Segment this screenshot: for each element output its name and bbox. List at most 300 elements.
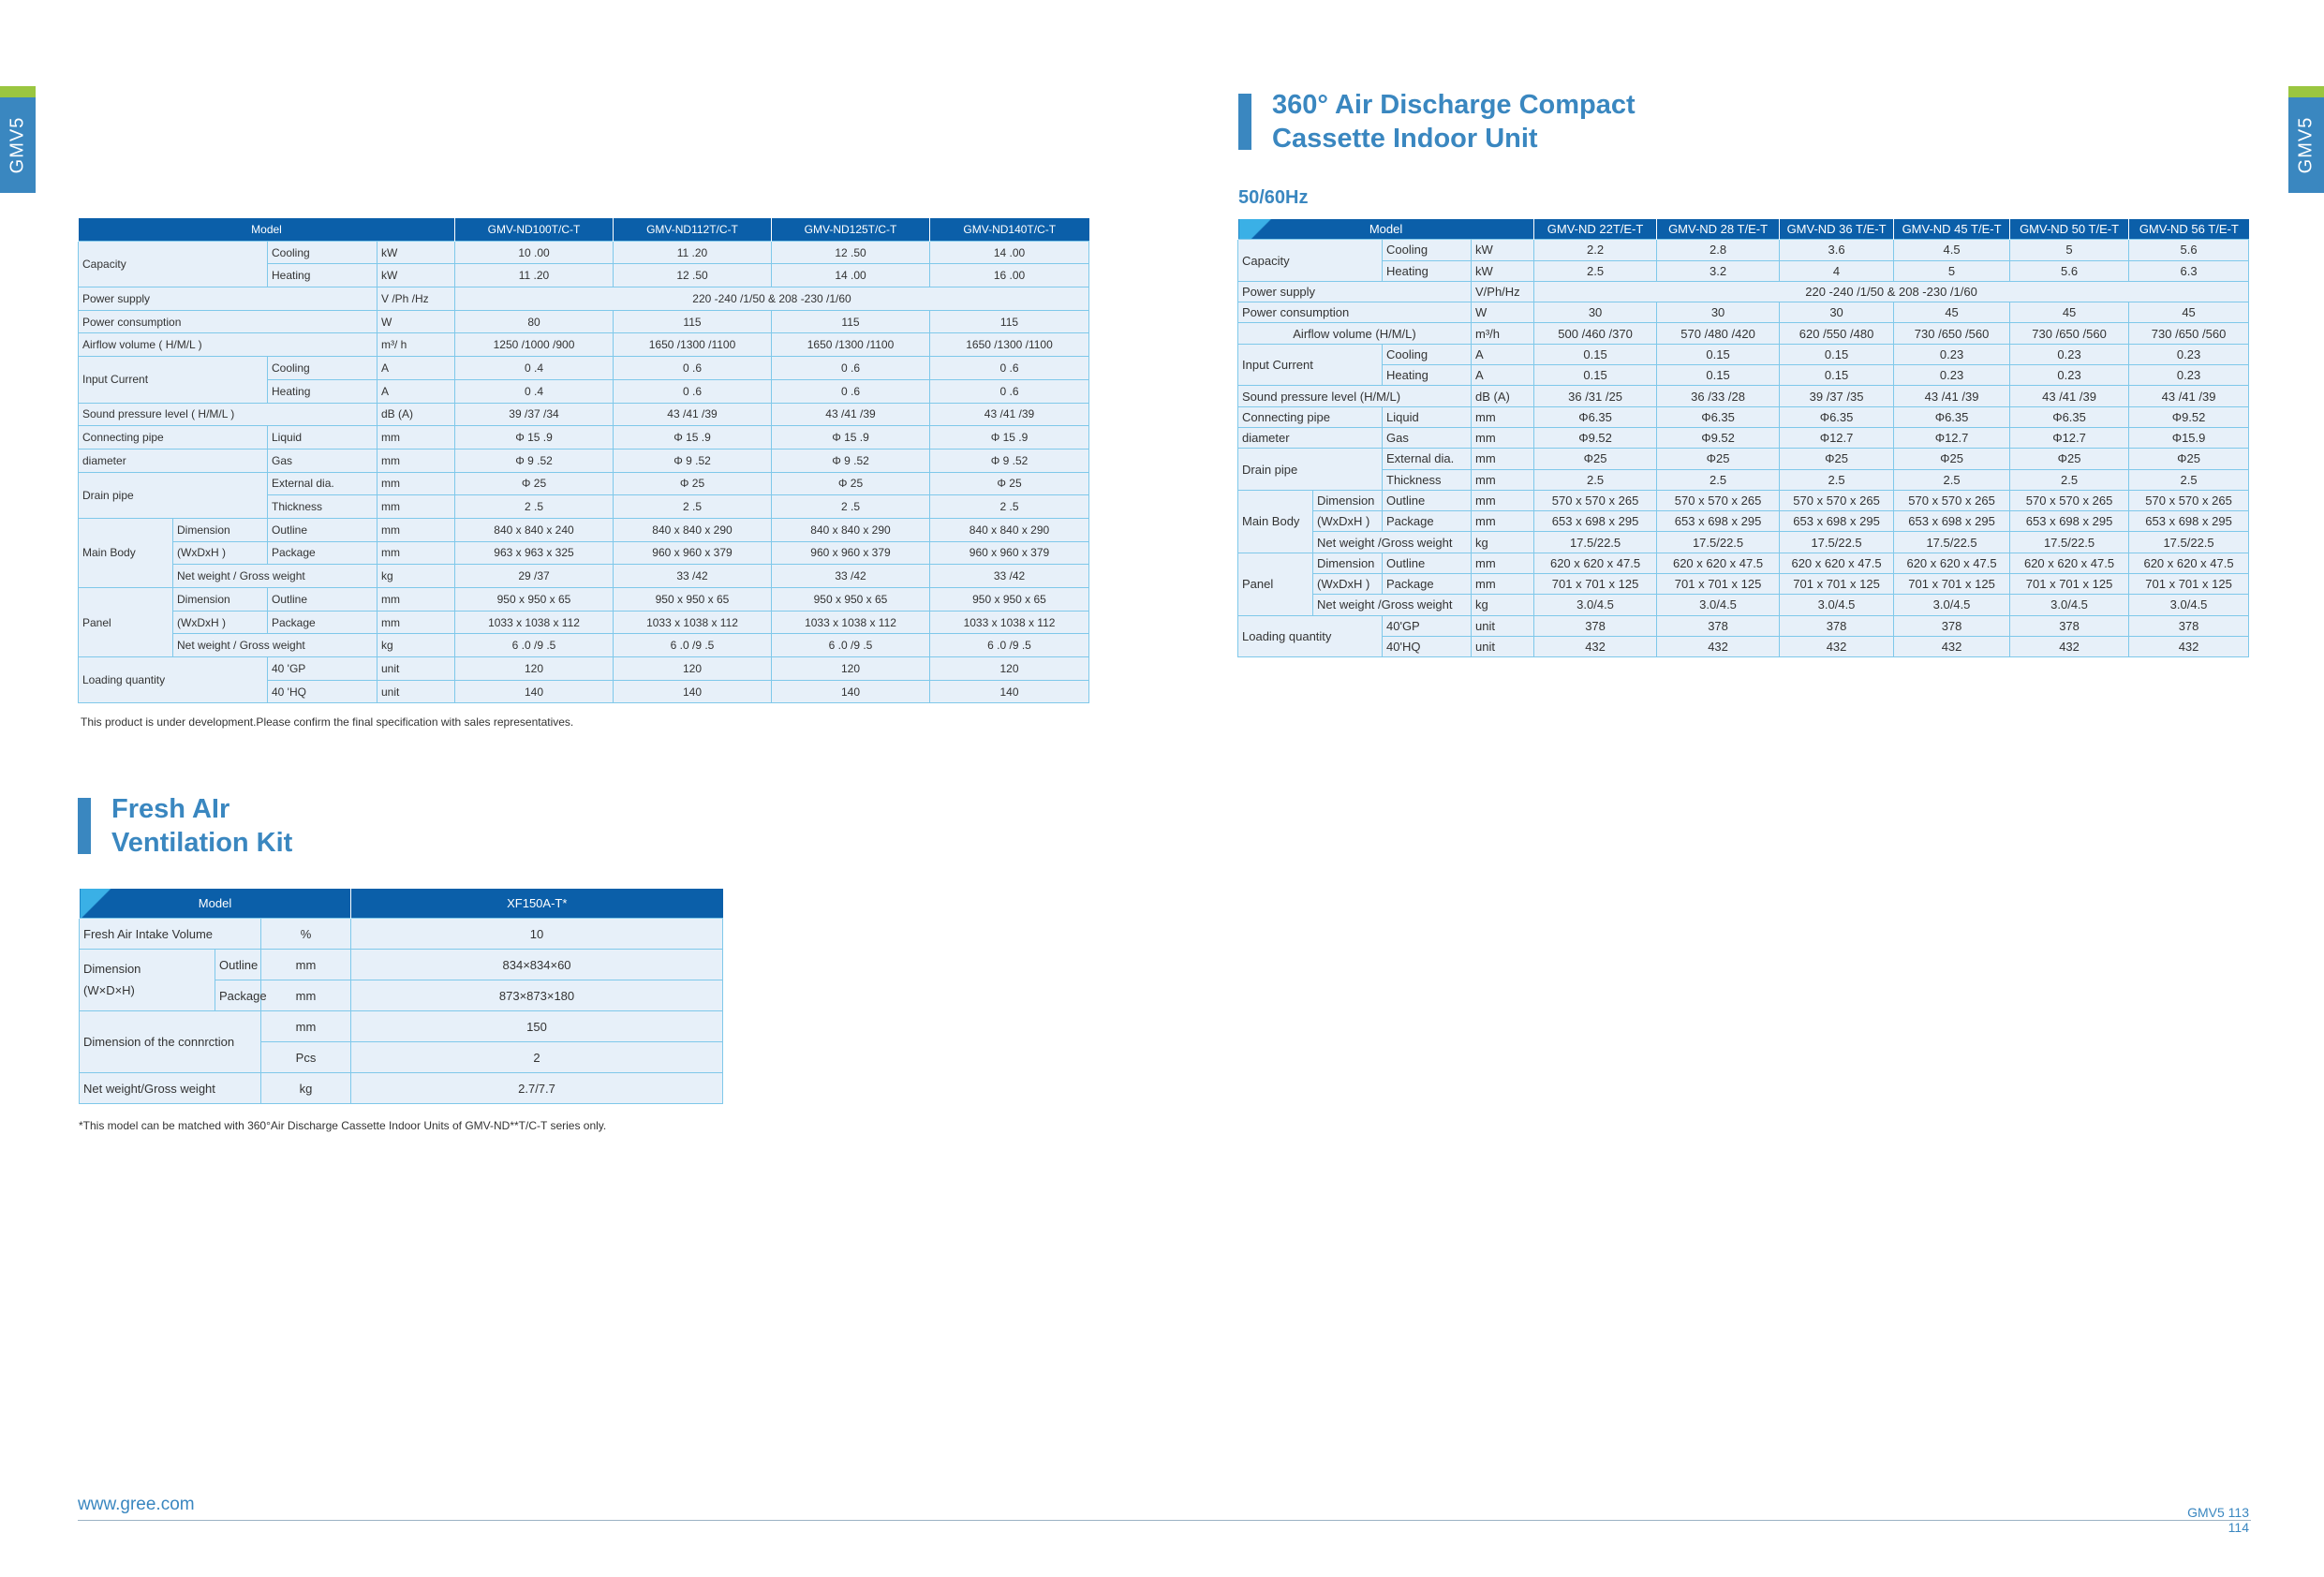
unit-cell: kg	[261, 1073, 351, 1104]
value-cell: Φ 15 .9	[772, 426, 930, 450]
value-cell: 39 /37 /35	[1780, 386, 1894, 406]
value-cell: 0.15	[1780, 344, 1894, 364]
row-label: Connecting pipe	[1238, 406, 1383, 427]
table-row	[1238, 532, 2249, 553]
sub-label: Cooling	[1383, 240, 1472, 260]
table-row	[79, 426, 1089, 450]
value-cell: 1033 x 1038 x 112	[930, 611, 1089, 634]
value-cell: 33 /42	[772, 565, 930, 588]
sub-label: Heating	[268, 264, 377, 287]
sub-label: Net weight / Gross weight	[173, 565, 377, 588]
value-cell: 36 /33 /28	[1657, 386, 1780, 406]
unit-cell: W	[1472, 302, 1534, 323]
unit-cell: A	[1472, 365, 1534, 386]
value-cell: 378	[2010, 615, 2129, 636]
value-cell: Φ25	[1657, 449, 1780, 469]
sub-label: Heating	[1383, 365, 1472, 386]
sub-label: Dimension	[173, 588, 268, 612]
title-line-2: Ventilation Kit	[111, 828, 293, 858]
value-cell: 39 /37 /34	[455, 403, 614, 426]
sub-label: 40'HQ	[1383, 636, 1472, 656]
unit-cell: mm	[261, 950, 351, 980]
value-cell: 5.6	[2010, 260, 2129, 281]
table-row	[79, 333, 1089, 357]
row-label: Dimension of the connrction	[80, 1011, 261, 1073]
value-cell: Φ15.9	[2129, 427, 2249, 448]
value-cell: 960 x 960 x 379	[772, 541, 930, 565]
row-label: Airflow volume (H/M/L)	[1238, 323, 1472, 344]
table-row	[1238, 240, 2249, 260]
value-cell: 43 /41 /39	[930, 403, 1089, 426]
value-cell: Φ 15 .9	[930, 426, 1089, 450]
table-row	[79, 541, 1089, 565]
row-label: Sound pressure level ( H/M/L )	[79, 403, 377, 426]
value-cell: 701 x 701 x 125	[2129, 574, 2249, 595]
row-label: Power supply	[1238, 281, 1472, 302]
title-line-2: Cassette Indoor Unit	[1272, 124, 1538, 154]
value-cell: 14 .00	[772, 264, 930, 287]
side-tab-accent	[0, 86, 36, 97]
footer-divider	[78, 1520, 2251, 1521]
value-cell: 120	[772, 657, 930, 681]
side-tab-label: GMV5	[7, 116, 28, 174]
value-cell: 0.23	[1894, 365, 2010, 386]
table-header-row	[79, 218, 1089, 241]
value-cell: 2.5	[1534, 260, 1657, 281]
value-cell: 43 /41 /39	[1894, 386, 2010, 406]
row-label: Main Body	[1238, 490, 1313, 553]
value-cell: 43 /41 /39	[2010, 386, 2129, 406]
title-line-1: 360° Air Discharge Compact	[1272, 90, 1636, 120]
unit-cell: kW	[377, 264, 455, 287]
value-cell: 6 .0 /9 .5	[772, 634, 930, 657]
value-cell: 17.5/22.5	[1780, 532, 1894, 553]
sub-label: Dimension	[1313, 490, 1383, 510]
unit-cell: mm	[1472, 574, 1534, 595]
value-cell: 30	[1534, 302, 1657, 323]
table-row	[79, 310, 1089, 333]
value-cell: Φ25	[2010, 449, 2129, 469]
frequency-label: 50/60Hz	[1238, 187, 1309, 208]
value-cell: Φ6.35	[1657, 406, 1780, 427]
side-tab-label: GMV5	[2295, 116, 2317, 174]
sub-label: Net weight / Gross weight	[173, 634, 377, 657]
table-row	[1238, 615, 2249, 636]
sub-label: Thickness	[1383, 469, 1472, 490]
table-row	[79, 634, 1089, 657]
model-column-header: GMV-ND 28 T/E-T	[1657, 219, 1780, 240]
value-cell: Φ25	[1780, 449, 1894, 469]
model-column-header: GMV-ND100T/C-T	[455, 218, 614, 241]
value-cell: 2.5	[2129, 469, 2249, 490]
value-cell: 620 x 620 x 47.5	[1657, 553, 1780, 573]
development-note: This product is under development.Please confirm the final specification with sales representatives.	[81, 715, 574, 729]
table-row	[1238, 344, 2249, 364]
unit-cell: unit	[1472, 636, 1534, 656]
unit-cell: A	[377, 379, 455, 403]
value-cell: 960 x 960 x 379	[930, 541, 1089, 565]
value-cell: 0.15	[1534, 344, 1657, 364]
value-cell: 36 /31 /25	[1534, 386, 1657, 406]
unit-cell: kW	[1472, 260, 1534, 281]
table-row	[1238, 427, 2249, 448]
table-row	[79, 518, 1089, 541]
value-cell: 3.2	[1657, 260, 1780, 281]
value-cell: 950 x 950 x 65	[614, 588, 772, 612]
value-cell: 570 x 570 x 265	[2129, 490, 2249, 510]
value-cell: 3.0/4.5	[2129, 595, 2249, 615]
row-label: Capacity	[1238, 240, 1383, 282]
value-cell: Φ 25	[614, 472, 772, 495]
value-cell: 0 .6	[772, 357, 930, 380]
value-cell: 43 /41 /39	[772, 403, 930, 426]
value-cell: Φ6.35	[1894, 406, 2010, 427]
value-cell: 432	[2010, 636, 2129, 656]
value-cell: 3.0/4.5	[2010, 595, 2129, 615]
value-cell: 33 /42	[930, 565, 1089, 588]
unit-cell: kW	[1472, 240, 1534, 260]
value-cell: 3.0/4.5	[1780, 595, 1894, 615]
value-cell: Φ 9 .52	[772, 449, 930, 472]
sub-label: Dimension	[1313, 553, 1383, 573]
unit-cell: kg	[1472, 595, 1534, 615]
unit-cell: mm	[1472, 511, 1534, 532]
value-cell: 43 /41 /39	[2129, 386, 2249, 406]
value-cell: 2 .5	[614, 495, 772, 519]
model-column-header: GMV-ND 36 T/E-T	[1780, 219, 1894, 240]
value-cell: 4	[1780, 260, 1894, 281]
value-cell: 378	[1657, 615, 1780, 636]
value-cell: 150	[351, 1011, 723, 1042]
table-row	[1238, 365, 2249, 386]
value-cell: Φ 15 .9	[614, 426, 772, 450]
value-cell: 570 /480 /420	[1657, 323, 1780, 344]
unit-cell: W	[377, 310, 455, 333]
table-row	[1238, 469, 2249, 490]
value-cell: 4.5	[1894, 240, 2010, 260]
model-column-header: XF150A-T*	[351, 889, 723, 919]
value-cell: 2.5	[1657, 469, 1780, 490]
sub-label: External dia.	[268, 472, 377, 495]
value-cell: 3.6	[1780, 240, 1894, 260]
table-row	[1238, 595, 2249, 615]
value-cell: 2 .5	[455, 495, 614, 519]
value-cell: Φ6.35	[2010, 406, 2129, 427]
row-label: diameter	[79, 449, 268, 472]
value-cell: 0 .4	[455, 357, 614, 380]
unit-cell: Pcs	[261, 1042, 351, 1073]
sub-label: Cooling	[1383, 344, 1472, 364]
unit-cell: mm	[377, 426, 455, 450]
row-label: Power consumption	[79, 310, 377, 333]
value-cell: 730 /650 /560	[1894, 323, 2010, 344]
dimension-label: Dimension	[83, 962, 141, 977]
unit-cell: kg	[377, 565, 455, 588]
value-cell: Φ25	[1534, 449, 1657, 469]
value-cell: 3.0/4.5	[1534, 595, 1657, 615]
unit-cell: %	[261, 919, 351, 950]
value-cell: 653 x 698 x 295	[2010, 511, 2129, 532]
row-label: Capacity	[79, 241, 268, 287]
row-label: Loading quantity	[1238, 615, 1383, 657]
value-cell: 33 /42	[614, 565, 772, 588]
sub-label: Package	[1383, 511, 1472, 532]
value-cell: 620 /550 /480	[1780, 323, 1894, 344]
value-cell: 10	[351, 919, 723, 950]
table-row	[80, 1073, 723, 1104]
value-cell: 840 x 840 x 240	[455, 518, 614, 541]
row-label: Power supply	[79, 287, 377, 311]
value-cell: 653 x 698 x 295	[1894, 511, 2010, 532]
row-label: Drain pipe	[1238, 449, 1383, 491]
value-cell: 0.23	[2010, 344, 2129, 364]
value-cell: 45	[2129, 302, 2249, 323]
sub-label: Heating	[1383, 260, 1472, 281]
sub-label: (WxDxH )	[173, 611, 268, 634]
title-accent-bar	[1238, 94, 1251, 150]
unit-cell: kW	[377, 241, 455, 264]
spec-table-fresh-air	[79, 889, 723, 1104]
unit-cell: kg	[1472, 532, 1534, 553]
value-cell: 653 x 698 x 295	[1780, 511, 1894, 532]
row-label: diameter	[1238, 427, 1383, 448]
sub-label: Package	[268, 611, 377, 634]
unit-cell: mm	[377, 611, 455, 634]
value-cell: 701 x 701 x 125	[1894, 574, 2010, 595]
value-cell: 115	[930, 310, 1089, 333]
unit-cell: dB (A)	[377, 403, 455, 426]
table-row	[79, 565, 1089, 588]
row-label: Net weight/Gross weight	[80, 1073, 261, 1104]
table-row	[1238, 511, 2249, 532]
side-tab-left	[0, 86, 36, 193]
unit-cell: V/Ph/Hz	[1472, 281, 1534, 302]
title-line-1: Fresh AIr	[111, 794, 230, 824]
value-cell: Φ9.52	[2129, 406, 2249, 427]
value-cell: 378	[1894, 615, 2010, 636]
value-cell: 2.7/7.7	[351, 1073, 723, 1104]
value-cell: 30	[1780, 302, 1894, 323]
value-cell: Φ 25	[930, 472, 1089, 495]
unit-cell: mm	[377, 495, 455, 519]
value-cell: 840 x 840 x 290	[930, 518, 1089, 541]
sub-label: 40 'HQ	[268, 680, 377, 703]
sub-label: Gas	[1383, 427, 1472, 448]
sub-label: External dia.	[1383, 449, 1472, 469]
value-cell: 5.6	[2129, 240, 2249, 260]
value-cell: 12 .50	[772, 241, 930, 264]
table-row	[1238, 281, 2249, 302]
value-cell: 653 x 698 x 295	[1534, 511, 1657, 532]
unit-cell: m³/h	[1472, 323, 1534, 344]
value-cell: 6 .0 /9 .5	[614, 634, 772, 657]
model-header: Model	[80, 889, 351, 919]
spec-table-nd-tc	[78, 218, 1089, 703]
model-column-header: GMV-ND140T/C-T	[930, 218, 1089, 241]
value-cell: 840 x 840 x 290	[772, 518, 930, 541]
value-cell: Φ6.35	[1534, 406, 1657, 427]
value-cell: 220 -240 /1/50 & 208 -230 /1/60	[455, 287, 1089, 311]
table-row	[1238, 302, 2249, 323]
unit-cell: mm	[377, 518, 455, 541]
dimension-sub-label: (W×D×H)	[83, 982, 135, 997]
value-cell: Φ25	[2129, 449, 2249, 469]
value-cell: 45	[2010, 302, 2129, 323]
unit-cell: unit	[377, 680, 455, 703]
value-cell: 0 .6	[772, 379, 930, 403]
sub-label: Cooling	[268, 241, 377, 264]
value-cell: 30	[1657, 302, 1780, 323]
value-cell: 378	[2129, 615, 2249, 636]
value-cell: 2.5	[1894, 469, 2010, 490]
value-cell: Φ9.52	[1657, 427, 1780, 448]
value-cell: 0 .6	[930, 379, 1089, 403]
value-cell: 730 /650 /560	[2129, 323, 2249, 344]
row-label: Panel	[79, 588, 173, 657]
value-cell: Φ 25	[772, 472, 930, 495]
value-cell: 6.3	[2129, 260, 2249, 281]
value-cell: 11 .20	[614, 241, 772, 264]
unit-cell: mm	[1472, 553, 1534, 573]
value-cell: 701 x 701 x 125	[1780, 574, 1894, 595]
value-cell: 950 x 950 x 65	[772, 588, 930, 612]
table-row	[79, 657, 1089, 681]
unit-cell: mm	[377, 541, 455, 565]
value-cell: 140	[455, 680, 614, 703]
value-cell: 6 .0 /9 .5	[930, 634, 1089, 657]
table-row	[79, 449, 1089, 472]
sub-label: Package	[1383, 574, 1472, 595]
row-label	[80, 950, 215, 1011]
value-cell: 17.5/22.5	[1894, 532, 2010, 553]
value-cell: 840 x 840 x 290	[614, 518, 772, 541]
table-row	[1238, 406, 2249, 427]
value-cell: 140	[930, 680, 1089, 703]
value-cell: 3.0/4.5	[1894, 595, 2010, 615]
value-cell: 17.5/22.5	[2129, 532, 2249, 553]
unit-cell: A	[377, 357, 455, 380]
unit-cell: unit	[377, 657, 455, 681]
value-cell: 432	[1657, 636, 1780, 656]
model-header: Model	[1238, 219, 1534, 240]
table-header-row	[1238, 219, 2249, 240]
row-label: Drain pipe	[79, 472, 268, 518]
sub-label: Heating	[268, 379, 377, 403]
value-cell: 0.23	[2010, 365, 2129, 386]
value-cell: 12 .50	[614, 264, 772, 287]
sub-label: Liquid	[268, 426, 377, 450]
table-row	[1238, 449, 2249, 469]
sub-label: Net weight /Gross weight	[1313, 595, 1472, 615]
row-label: Panel	[1238, 553, 1313, 615]
value-cell: 570 x 570 x 265	[1534, 490, 1657, 510]
value-cell: 3.0/4.5	[1657, 595, 1780, 615]
value-cell: 120	[614, 657, 772, 681]
value-cell: 5	[2010, 240, 2129, 260]
unit-cell: dB (A)	[1472, 386, 1534, 406]
table-header-row	[80, 889, 723, 919]
sub-label: Outline	[1383, 553, 1472, 573]
sub-label: Net weight /Gross weight	[1313, 532, 1472, 553]
value-cell: 620 x 620 x 47.5	[2010, 553, 2129, 573]
value-cell: Φ 15 .9	[455, 426, 614, 450]
row-label: Sound pressure level (H/M/L)	[1238, 386, 1472, 406]
row-label: Connecting pipe	[79, 426, 268, 450]
unit-cell: mm	[1472, 449, 1534, 469]
sub-label: (WxDxH )	[173, 541, 268, 565]
value-cell: 432	[1894, 636, 2010, 656]
table-row	[79, 588, 1089, 612]
table-row	[80, 950, 723, 980]
value-cell: 570 x 570 x 265	[1780, 490, 1894, 510]
unit-cell: mm	[1472, 469, 1534, 490]
value-cell: 1033 x 1038 x 112	[772, 611, 930, 634]
sub-label: (WxDxH )	[1313, 574, 1383, 595]
table-row	[1238, 490, 2249, 510]
table-row	[79, 241, 1089, 264]
value-cell: 120	[455, 657, 614, 681]
value-cell: Φ25	[1894, 449, 2010, 469]
table-row	[1238, 574, 2249, 595]
value-cell: 0 .6	[614, 357, 772, 380]
side-tab-accent	[2288, 86, 2324, 97]
value-cell: 432	[1780, 636, 1894, 656]
value-cell: 17.5/22.5	[1657, 532, 1780, 553]
website-link[interactable]: www.gree.com	[78, 1495, 195, 1514]
row-label: Airflow volume ( H/M/L )	[79, 333, 377, 357]
unit-cell: mm	[1472, 406, 1534, 427]
value-cell: 2.8	[1657, 240, 1780, 260]
value-cell: 620 x 620 x 47.5	[1534, 553, 1657, 573]
value-cell: 0 .6	[614, 379, 772, 403]
sub-label: Outline	[1383, 490, 1472, 510]
value-cell: 963 x 963 x 325	[455, 541, 614, 565]
value-cell: 2.5	[1780, 469, 1894, 490]
value-cell: 2 .5	[772, 495, 930, 519]
unit-cell: mm	[377, 472, 455, 495]
spec-table-nd-te	[1237, 219, 2249, 657]
value-cell: 620 x 620 x 47.5	[1780, 553, 1894, 573]
value-cell: 2.5	[2010, 469, 2129, 490]
sub-label: Outline	[268, 588, 377, 612]
sub-label: (WxDxH )	[1313, 511, 1383, 532]
value-cell: 120	[930, 657, 1089, 681]
table-row	[1238, 553, 2249, 573]
value-cell: 140	[772, 680, 930, 703]
unit-cell: mm	[377, 588, 455, 612]
value-cell: 115	[614, 310, 772, 333]
value-cell: 16 .00	[930, 264, 1089, 287]
value-cell: 2.2	[1534, 240, 1657, 260]
model-column-header: GMV-ND 45 T/E-T	[1894, 219, 2010, 240]
row-label: Input Current	[1238, 344, 1383, 386]
row-label: Loading quantity	[79, 657, 268, 703]
value-cell: 378	[1534, 615, 1657, 636]
table-row	[79, 611, 1089, 634]
value-cell: 0 .6	[930, 357, 1089, 380]
value-cell: 0.15	[1657, 365, 1780, 386]
table-row	[1238, 260, 2249, 281]
sub-label: Liquid	[1383, 406, 1472, 427]
side-tab-right	[2288, 86, 2324, 193]
value-cell: Φ12.7	[1780, 427, 1894, 448]
value-cell: 960 x 960 x 379	[614, 541, 772, 565]
value-cell: 1033 x 1038 x 112	[455, 611, 614, 634]
value-cell: 6 .0 /9 .5	[455, 634, 614, 657]
sub-label: Outline	[268, 518, 377, 541]
value-cell: 653 x 698 x 295	[2129, 511, 2249, 532]
value-cell: 0.15	[1534, 365, 1657, 386]
